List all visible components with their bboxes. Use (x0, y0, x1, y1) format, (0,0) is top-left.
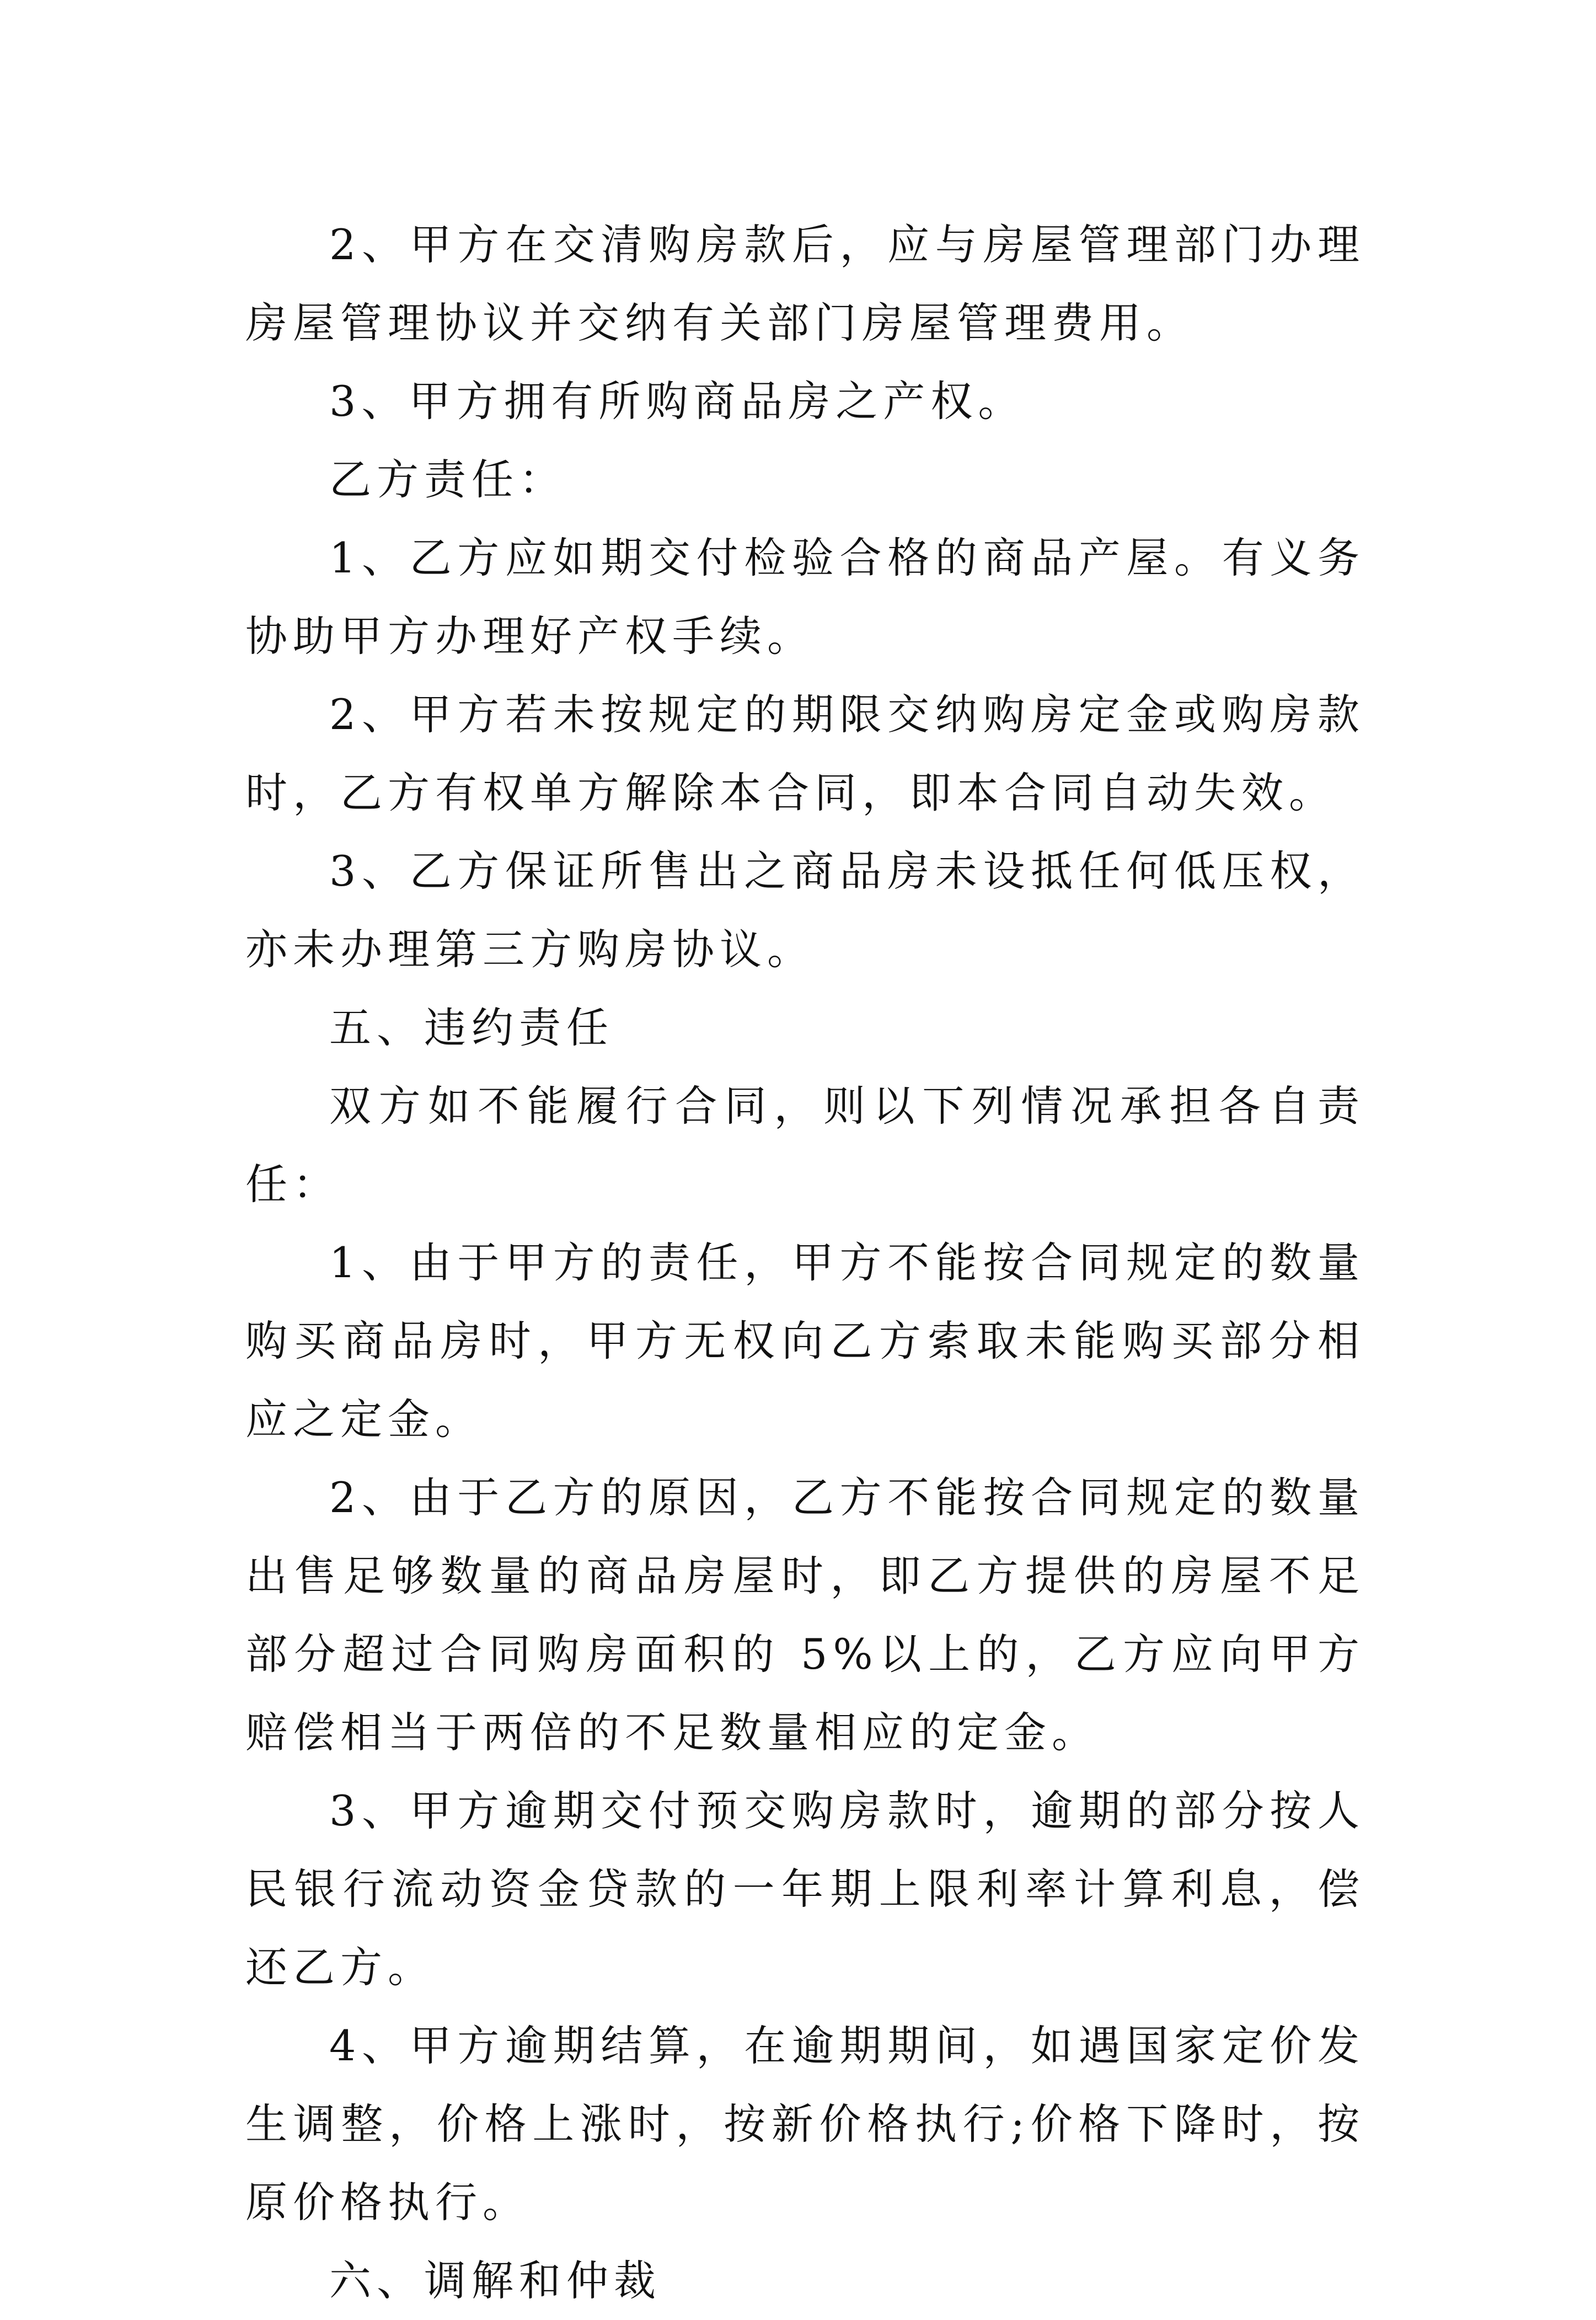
heading-breach-liability: 五、违约责任 (329, 1003, 614, 1052)
paragraph-seller-duty-3: 3、乙方保证所售出之商品房未设抵任何低压权，亦未办理第三方购房协议。 (245, 846, 1365, 974)
paragraph-seller-duty-2: 2、甲方若未按规定的期限交纳购房定金或购房款时，乙方有权单方解除本合同，即本合同自动失效。 (245, 690, 1365, 817)
paragraph-breach-4: 4、甲方逾期结算，在逾期期间，如遇国家定价发生调整，价格上涨时，按新价格执行;价格下降时，按原价格执行。 (245, 2021, 1365, 2227)
paragraph-breach-intro: 双方如不能履行合同，则以下列情况承担各自责任： (245, 1081, 1365, 1209)
paragraph-breach-1: 1、由于甲方的责任，甲方不能按合同规定的数量购买商品房时，甲方无权向乙方索取未能购买部分相应之定金。 (245, 1238, 1365, 1444)
paragraph-buyer-duty-2: 2、甲方在交清购房款后，应与房屋管理部门办理房屋管理协议并交纳有关部门房屋管理费用。 (245, 220, 1365, 347)
heading-seller-duties: 乙方责任： (329, 455, 566, 504)
paragraph-breach-2: 2、由于乙方的原因，乙方不能按合同规定的数量出售足够数量的商品房屋时，即乙方提供的房屋不足部分超过合同购房面积的 5%以上的，乙方应向甲方赔偿相当于两倍的不足数量相应的定金。 (245, 1473, 1365, 1757)
document-body (245, 206, 1365, 2320)
paragraph-seller-duty-1: 1、乙方应如期交付检验合格的商品产屋。有义务协助甲方办理好产权手续。 (245, 533, 1365, 661)
heading-mediation-arbitration: 六、调解和仲裁 (329, 2256, 661, 2305)
paragraph-breach-3: 3、甲方逾期交付预交购房款时，逾期的部分按人民银行流动资金贷款的一年期上限利率计算利息，偿还乙方。 (245, 1786, 1365, 1992)
paragraph-buyer-duty-3: 3、甲方拥有所购商品房之产权。 (329, 377, 1026, 426)
